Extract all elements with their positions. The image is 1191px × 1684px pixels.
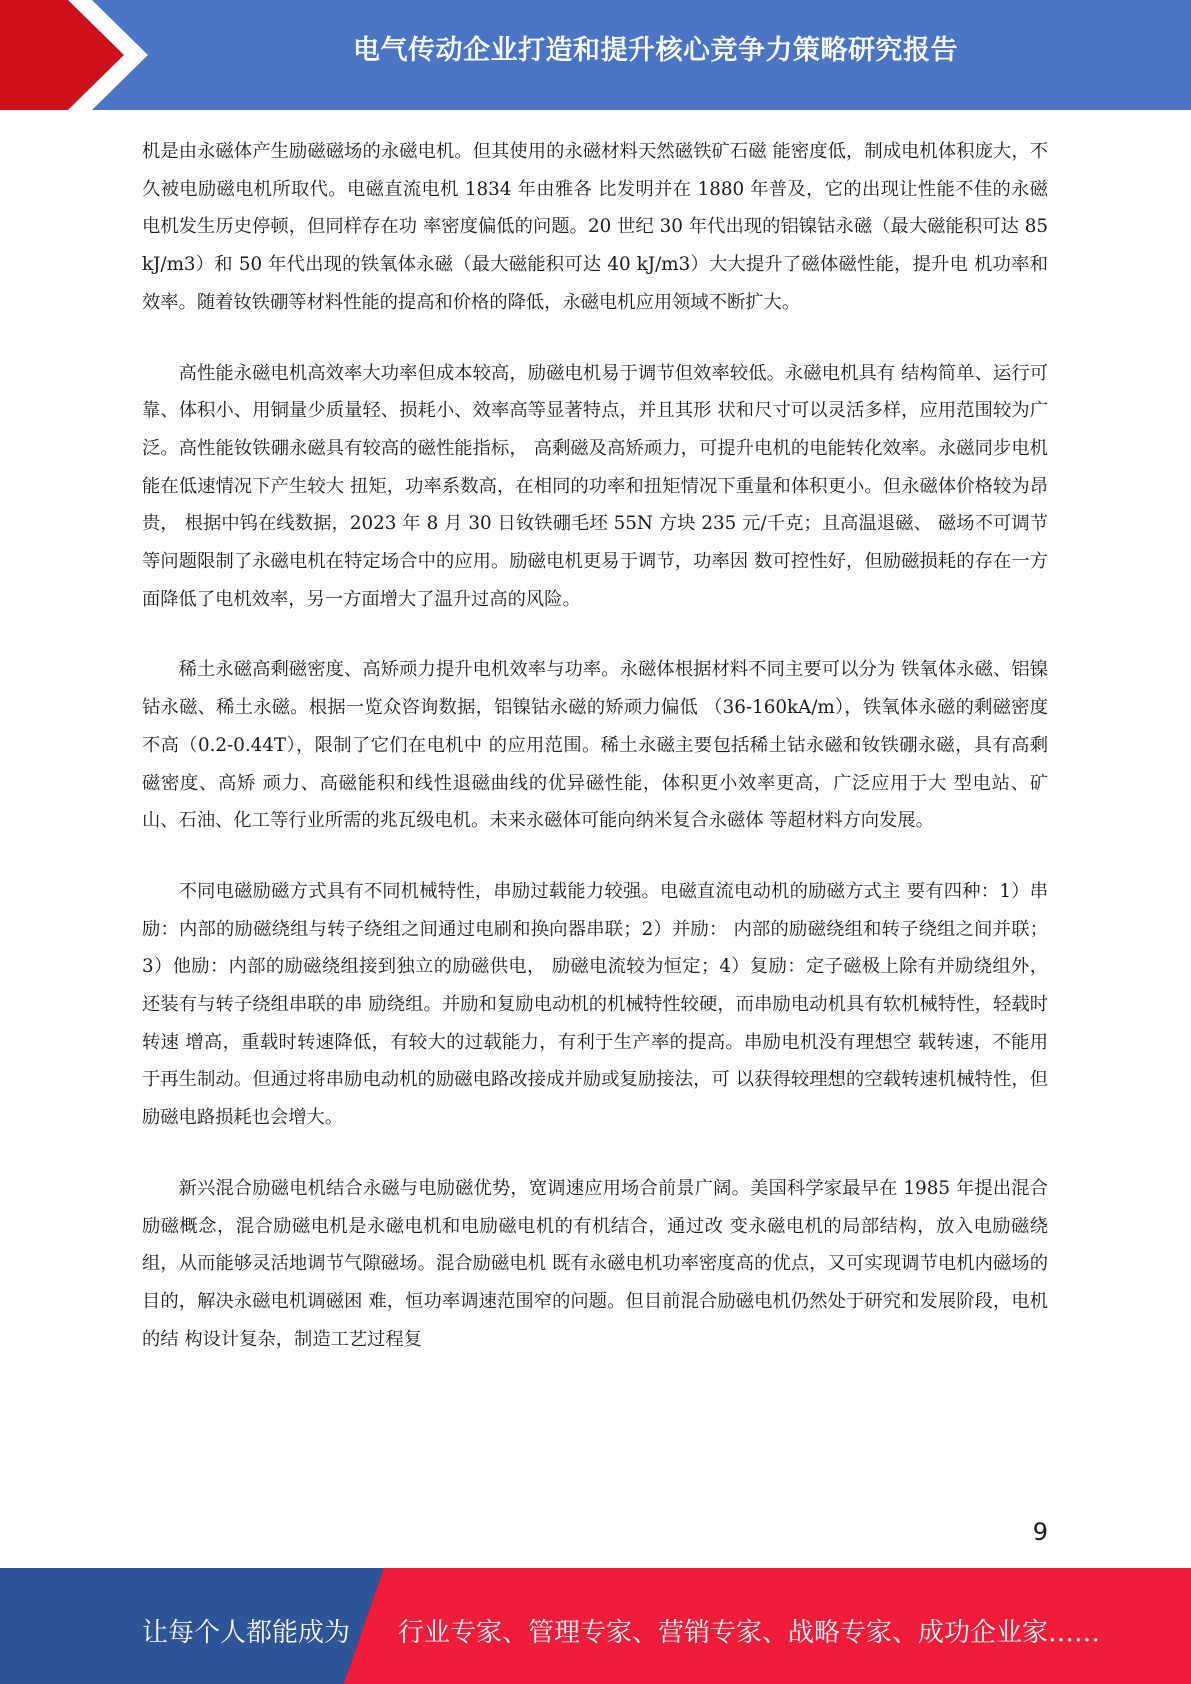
- footer-slogan-left: 让每个人都能成为: [142, 1618, 351, 1648]
- page-footer: [0, 1568, 1191, 1684]
- footer-slogan-right: 行业专家、管理专家、营销专家、战略专家、成功企业家……: [398, 1618, 1101, 1648]
- paragraph-1: 机是由永磁体产生励磁磁场的永磁电机。但其使用的永磁材料天然磁铁矿石磁 能密度低，制成电机体积庞大，不久被电励磁电机所取代。电磁直流电机 1834 年由雅各 比发明并在 1880 年普及，它的出现让性能不佳的永磁电机发生历史停顿，但同样存在功 率密度偏低的问题。20 世纪 30 年代出现的铝镍钴永磁（最大磁能积可达 85 kJ/m3）和 50 年代出现的铁氧体永磁（最大磁能积可达 40 kJ/m3）大大提升了磁体磁性能，提升电 机功率和效率。随着钕铁硼等材料性能的提高和价格的降低，永磁电机应用领域不断扩大。: [142, 141, 1048, 313]
- page-number: 9: [1032, 1518, 1048, 1546]
- document-body: [142, 133, 1048, 1391]
- paragraph-3: 稀土永磁高剩磁密度、高矫顽力提升电机效率与功率。永磁体根据材料不同主要可以分为 铁氧体永磁、铝镍钴永磁、稀土永磁。根据一览众咨询数据，铝镍钴永磁的矫顽力偏低 （36-160kA/m），铁氧体永磁的剩磁密度不高（0.2-0.44T），限制了它们在电机中 的应用范围。稀土永磁主要包括稀土钴永磁和钕铁硼永磁，具有高剩磁密度、高矫 顽力、高磁能积和线性退磁曲线的优异磁性能，体积更小效率更高，广泛应用于大 型电站、矿山、石油、化工等行业所需的兆瓦级电机。未来永磁体可能向纳米复合永磁体 等超材料方向发展。: [142, 659, 1048, 832]
- header-title: 电气传动企业打造和提升核心竞争力策略研究报告: [353, 35, 958, 66]
- paragraph-2: 高性能永磁电机高效率大功率但成本较高，励磁电机易于调节但效率较低。永磁电机具有 结构简单、运行可靠、体积小、用铜量少质量轻、损耗小、效率高等显著特点，并且其形 状和尺寸可以灵活多样，应用范围较为广泛。高性能钕铁硼永磁具有较高的磁性能指标， 高剩磁及高矫顽力，可提升电机的电能转化效率。永磁同步电机能在低速情况下产生较大 扭矩，功率系数高，在相同的功率和扭矩情况下重量和体积更小。但永磁体价格较为昂贵， 根据中钨在线数据，2023 年 8 月 30 日钕铁硼毛坯 55N 方块 235 元/千克；且高温退磁、 磁场不可调节等问题限制了永磁电机在特定场合中的应用。励磁电机更易于调节，功率因 数可控性好，但励磁损耗的存在一方面降低了电机效率，另一方面增大了温升过高的风险。: [142, 362, 1048, 610]
- page-header: [0, 0, 1191, 110]
- paragraph-5: 新兴混合励磁电机结合永磁与电励磁优势，宽调速应用场合前景广阔。美国科学家最早在 1985 年提出混合励磁概念，混合励磁电机是永磁电机和电励磁电机的有机结合，通过改 变永磁电机的局部结构，放入电励磁绕组，从而能够灵活地调节气隙磁场。混合励磁电机 既有永磁电机功率密度高的优点，又可实现调节电机内磁场的目的，解决永磁电机调磁困 难，恒功率调速范围窄的问题。但目前混合励磁电机仍然处于研究和发展阶段，电机的结 构设计复杂，制造工艺过程复: [142, 1177, 1048, 1350]
- paragraph-4: 不同电磁励磁方式具有不同机械特性，串励过载能力较强。电磁直流电动机的励磁方式主 要有四种：1）串励：内部的励磁绕组与转子绕组之间通过电刷和换向器串联；2）并励： 内部的励磁绕组和转子绕组之间并联；3）他励：内部的励磁绕组接到独立的励磁供电， 励磁电流较为恒定；4）复励：定子磁极上除有并励绕组外，还装有与转子绕组串联的串 励绕组。并励和复励电动机的机械特性较硬，而串励电动机具有软机械特性，轻载时转速 增高，重载时转速降低，有较大的过载能力，有利于生产率的提高。串励电机没有理想空 载转速，不能用于再生制动。但通过将串励电动机的励磁电路改接成并励或复励接法，可 以获得较理想的空载转速机械特性，但励磁电路损耗也会增大。: [142, 880, 1048, 1129]
